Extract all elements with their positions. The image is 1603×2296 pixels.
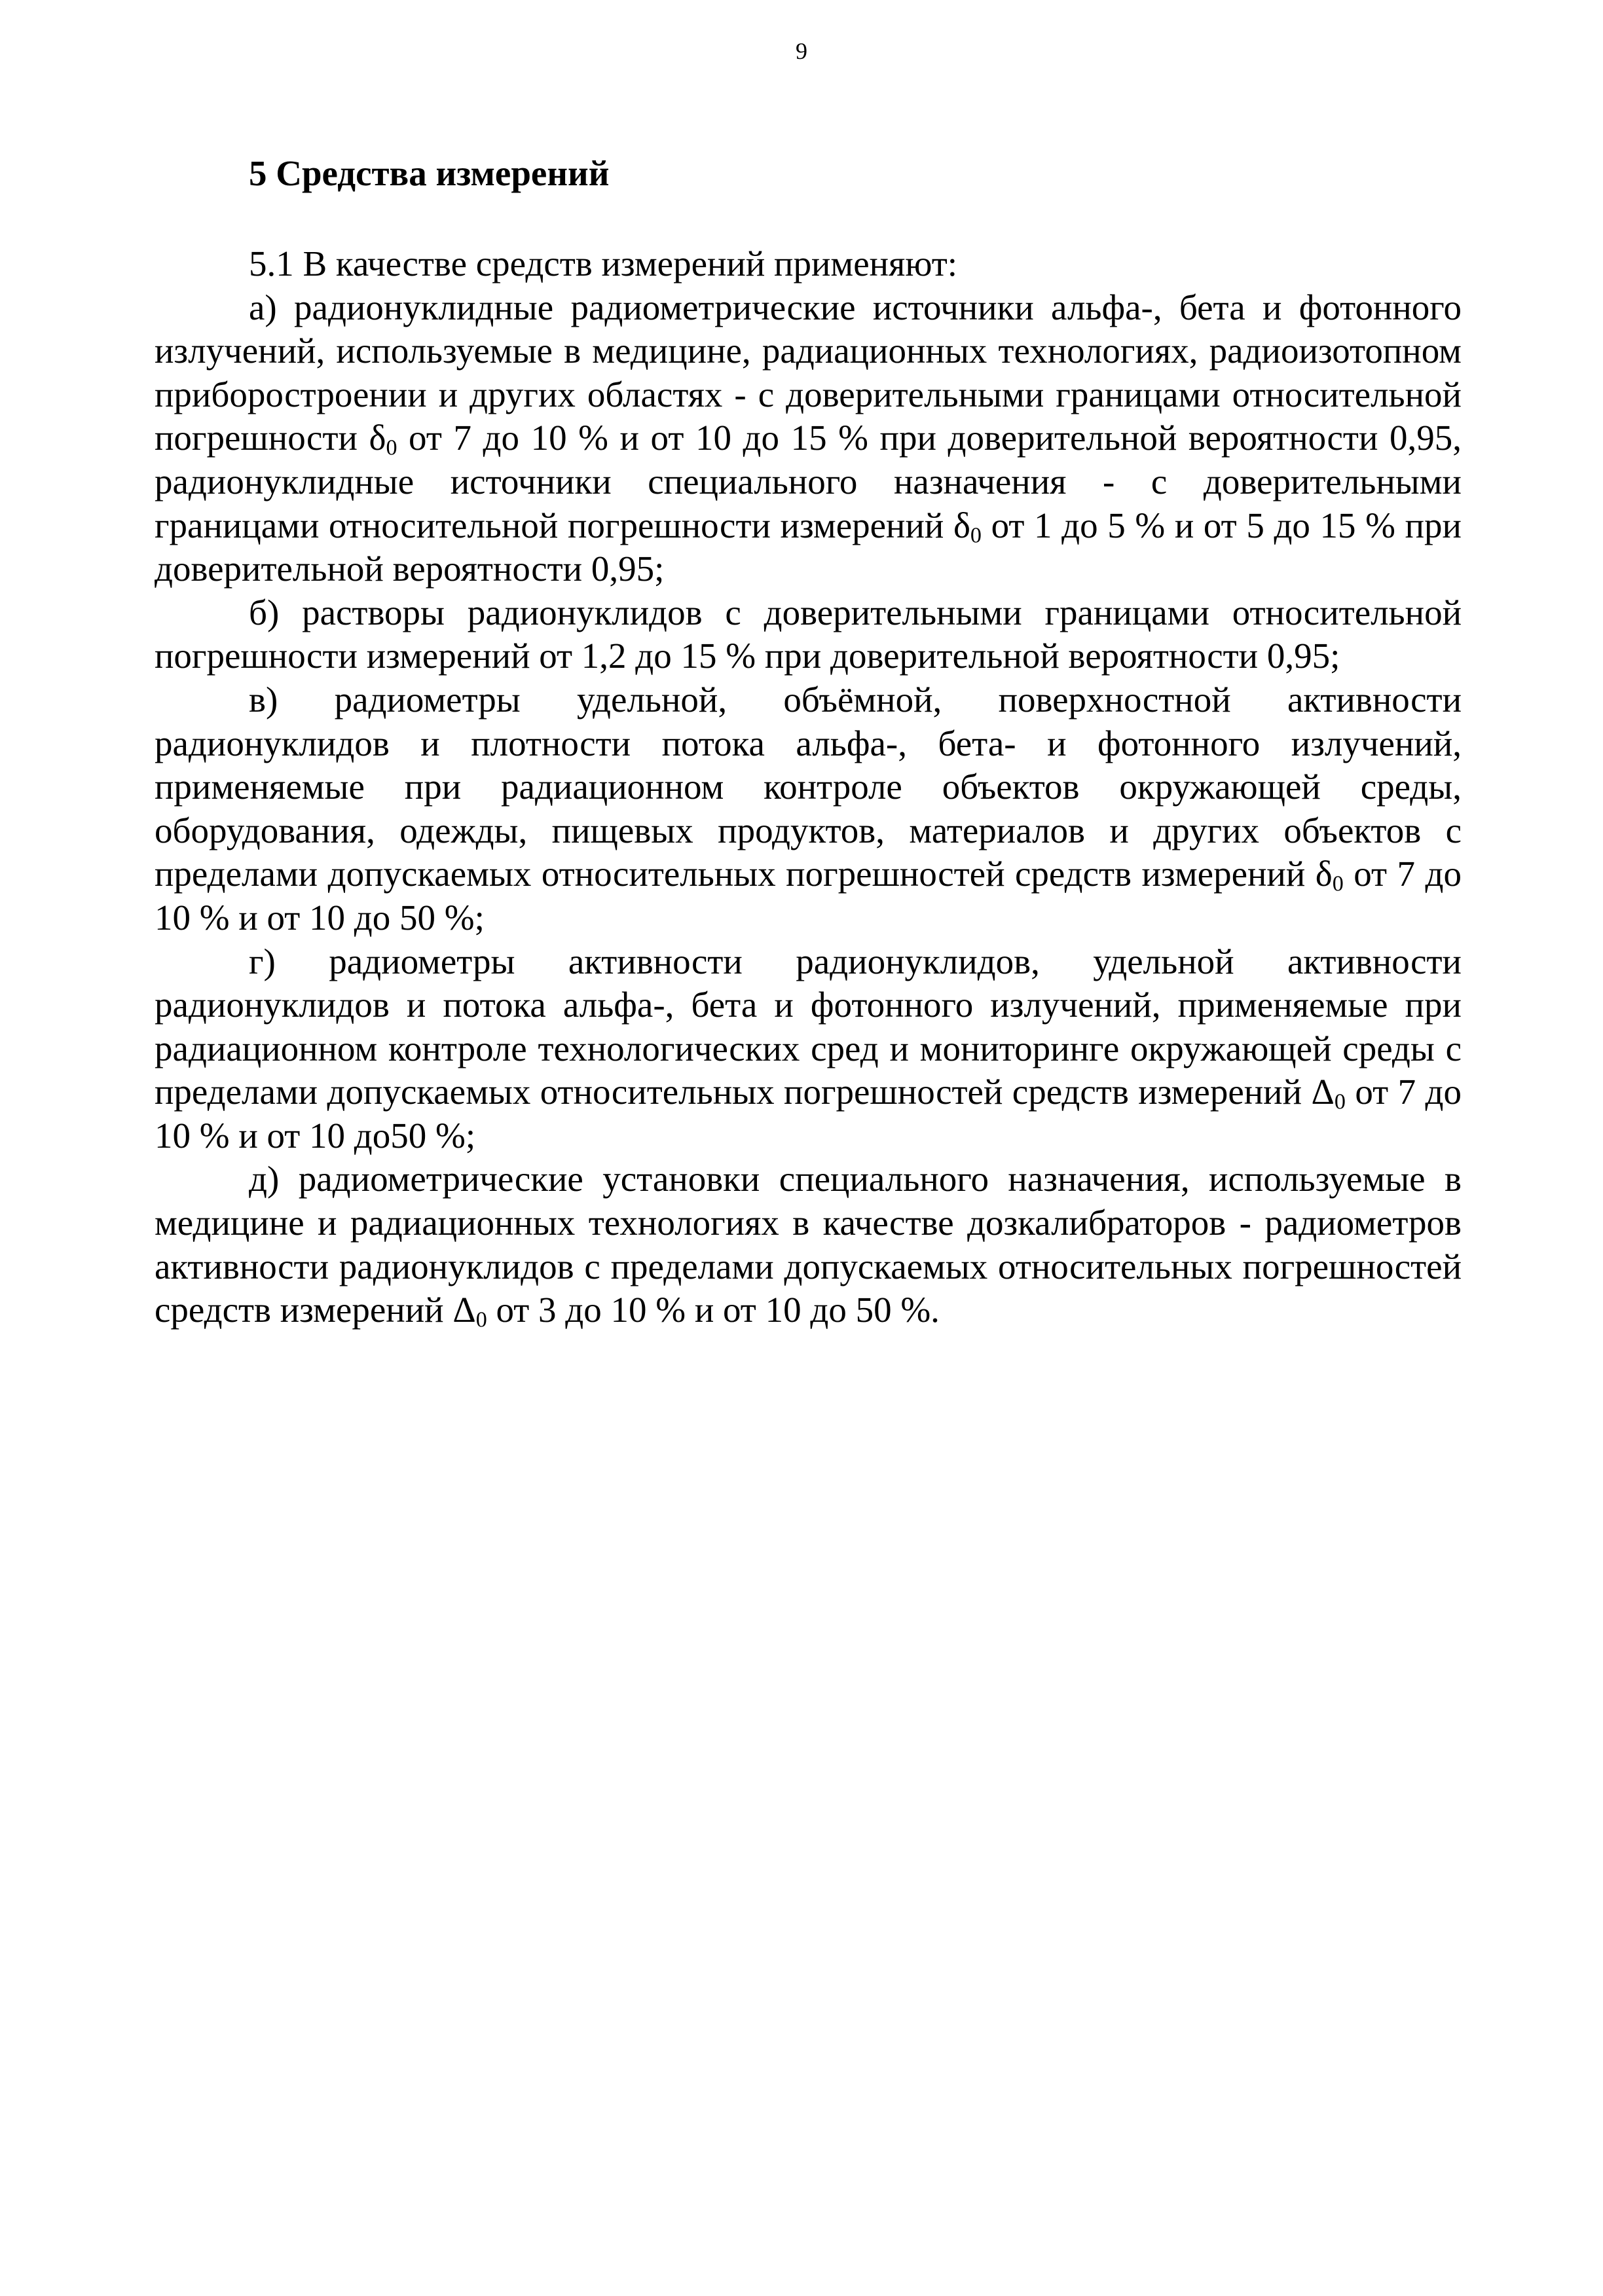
capital-delta-symbol: Δ: [452, 1290, 476, 1330]
item-d-text-1: д) радиометрические установки специального назначения, используемые в медицине и радиационных технологиях в качестве дозкалибраторов - радиометров активности радионуклидов с пределами допускаемых относительных погрешностей средств измерений: [155, 1159, 1462, 1330]
list-item-v: [155, 678, 1462, 940]
item-d-text-2: от 3 до 10 % и от 10 до 50 %.: [487, 1290, 940, 1330]
delta-symbol: δ: [369, 418, 386, 458]
subscript-zero: 0: [386, 435, 397, 460]
item-g-text-1: г) радиометры активности радионуклидов, удельной активности радионуклидов и потока альфа-, бета и фотонного излучений, применяемые при радиационном контроле технологических сред и мониторинге окружающей среды с пределами допускаемых относительных погрешностей средств измерений: [155, 941, 1462, 1112]
list-item-b: б) растворы радионуклидов с доверительными границами относительной погрешности измерений от 1,2 до 15 % при доверительной вероятности 0,95;: [155, 592, 1462, 676]
item-a-text-2: от 7 до 10 % и от 10 до 15 % при доверительной вероятности 0,95, радионуклидные источники специального назначения - с доверительными границами относительной погрешности измерений: [155, 418, 1462, 545]
subscript-zero: 0: [970, 523, 982, 548]
subscript-zero: 0: [475, 1307, 487, 1332]
page-number: 9: [796, 38, 807, 64]
item-a-text-1: а) радионуклидные радиометрические источники альфа-, бета и фотонного излучений, используемые в медицине, радиационных технологиях, радиоизотопном приборостроении и других областях - с доверительными границами относительной погрешности: [155, 287, 1462, 458]
list-item-g: [155, 940, 1462, 1158]
section-heading: 5 Средства измерений: [249, 153, 610, 193]
item-g-text-2: от 7 до 10 % и от 10 до50 %;: [155, 1072, 1462, 1156]
list-item-a: [155, 286, 1462, 591]
subscript-zero: 0: [1332, 871, 1344, 896]
item-a-text-3: от 1 до 5 % и от 5 до 15 % при доверительной вероятности 0,95;: [155, 505, 1462, 589]
delta-symbol: δ: [1315, 854, 1333, 894]
list-item-d: [155, 1157, 1462, 1332]
intro-paragraph: 5.1 В качестве средств измерений применяют:: [249, 244, 958, 283]
delta-symbol: δ: [953, 505, 970, 545]
item-v-text-2: от 7 до 10 % и от 10 до 50 %;: [155, 854, 1462, 938]
item-v-text-1: в) радиометры удельной, объёмной, поверхностной активности радионуклидов и плотности потока альфа-, бета- и фотонного излучений, применяемые при радиационном контроле объектов окружающей среды, оборудования, одежды, пищевых продуктов, материалов и других объектов с пределами допускаемых относительных погрешностей средств измерений: [155, 679, 1462, 894]
capital-delta-symbol: Δ: [1311, 1072, 1335, 1112]
subscript-zero: 0: [1334, 1089, 1346, 1114]
section-body: [155, 242, 1462, 1332]
